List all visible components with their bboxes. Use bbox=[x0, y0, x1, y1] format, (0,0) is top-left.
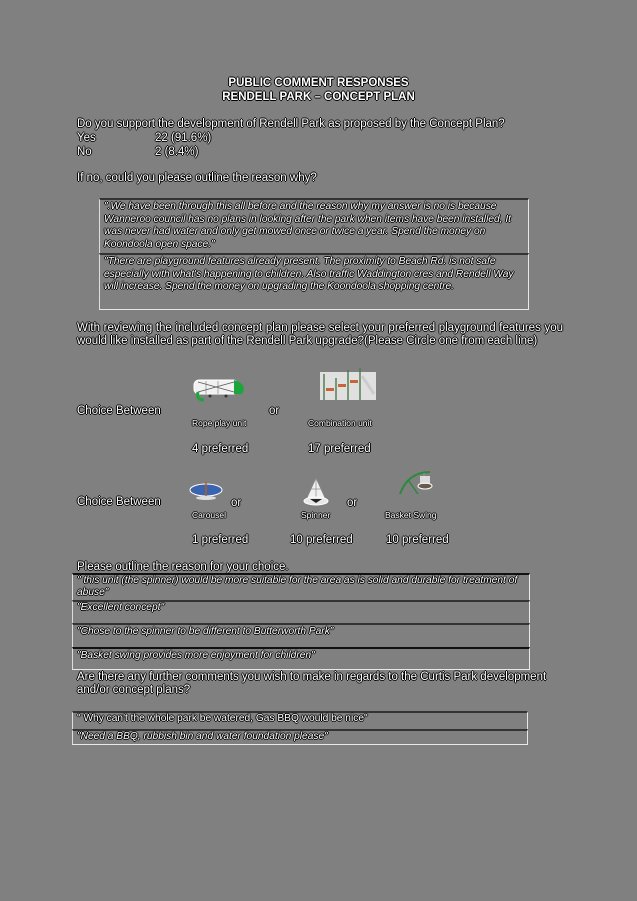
choice-reason-question: Please outline the reason for your choice. bbox=[77, 561, 289, 573]
choice-reason-box-1 bbox=[72, 573, 530, 601]
spinner-image bbox=[302, 476, 330, 508]
choice-reason-box-2 bbox=[72, 600, 530, 624]
further-comments-question: Are there any further comments you wish to make in regards to the Curtis Park development and/or concept plans? bbox=[77, 671, 547, 696]
document-title-line2: RENDELL PARK – CONCEPT PLAN bbox=[222, 91, 415, 103]
choice-reason-response-3: "Chose to the spinner to be different to Butterworth Park" bbox=[77, 626, 334, 637]
or-label-1: or bbox=[269, 405, 280, 417]
carousel-caption: Carousel bbox=[192, 510, 227, 520]
combination-unit-caption: Combination unit bbox=[308, 418, 372, 428]
basket-swing-caption: Basket Swing bbox=[385, 510, 437, 520]
carousel-image bbox=[188, 480, 224, 502]
choice-reason-box-3 bbox=[72, 623, 530, 648]
spinner-count: 10 preferred bbox=[290, 534, 353, 546]
support-question: Do you support the development of Rendell Park as proposed by the Concept Plan? bbox=[77, 118, 505, 130]
choice-reason-response-4: "Basket swing provides more enjoyment for children" bbox=[77, 650, 315, 661]
combination-unit-count: 17 preferred bbox=[308, 443, 371, 455]
support-yes-label: Yes bbox=[77, 132, 96, 144]
spinner-caption: Spinner bbox=[301, 510, 331, 520]
document-title-line1: PUBLIC COMMENT RESPONSES bbox=[228, 77, 409, 89]
support-no-value: 2 (8.4%) bbox=[155, 146, 199, 158]
support-yes-value: 22 (91.6%) bbox=[155, 132, 212, 144]
no-reason-response-2: "There are playground features already present. The proximity to Beach Rd. is not safe especially with what's happening to children. Also traffic Waddington cres and Rendell Way will increase. Spend the money on upgrading the Koondoola shopping centre. bbox=[104, 256, 514, 293]
choice-reason-box-4 bbox=[72, 647, 530, 670]
rope-play-unit-caption: Rope play unit bbox=[192, 418, 247, 428]
basket-swing-image bbox=[396, 470, 434, 498]
choice-between-label-1: Choice Between bbox=[77, 405, 161, 417]
choice-between-label-2: Choice Between bbox=[77, 496, 161, 508]
further-comments-response-2: "Need a BBQ, rubbish bin and water foundation please" bbox=[77, 731, 328, 742]
or-label-2: or bbox=[231, 497, 242, 509]
combination-unit-image bbox=[318, 366, 378, 402]
carousel-count: 1 preferred bbox=[192, 534, 249, 546]
choice-reason-response-2: "Excellent concept" bbox=[77, 602, 165, 613]
choice-reason-response-1: " this unit (the spinner) would be more suitable for the area as is solid and durable for treatment of abuse" bbox=[77, 575, 518, 598]
or-label-3: or bbox=[347, 497, 358, 509]
features-question: With reviewing the included concept plan please select your preferred playground features you would like installed as part of the Rendell Park upgrade?(Please Circle one from each line) bbox=[77, 322, 563, 347]
further-comments-response-1: " Why can't the whole park be watered, Gas BBQ would be nice" bbox=[77, 713, 368, 724]
no-reason-response-box-2 bbox=[99, 253, 529, 310]
rope-play-unit-count: 4 preferred bbox=[192, 443, 249, 455]
no-reason-response-1: ".We have been through this all before and the reason why my answer is no is because Wanneroo council has no plans in looking after the park when items have been installed, It was never had water and only get mowed once or twice a year. Spend the money on Koondoola open space." bbox=[104, 201, 511, 250]
no-reason-question: If no, could you please outline the reason why? bbox=[77, 172, 317, 184]
support-no-label: No bbox=[77, 146, 92, 158]
further-comments-box-1 bbox=[72, 711, 528, 730]
basket-swing-count: 10 preferred bbox=[386, 534, 449, 546]
no-reason-response-box-1 bbox=[99, 198, 529, 254]
further-comments-box-2 bbox=[72, 729, 528, 745]
rope-play-unit-image bbox=[190, 376, 250, 404]
